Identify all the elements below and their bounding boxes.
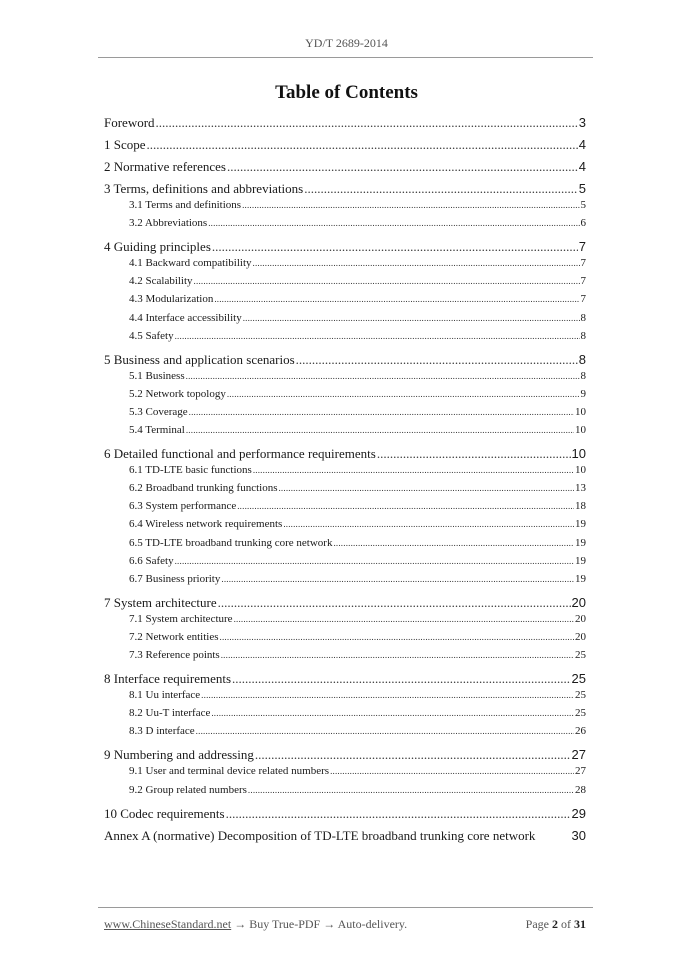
toc-entry-section[interactable] — [104, 115, 586, 133]
toc-leader-dots — [237, 501, 574, 511]
toc-entry-page: 20 — [575, 612, 586, 625]
toc-entry-subsection[interactable] — [104, 555, 586, 570]
toc-entry-page: 8 — [580, 329, 586, 342]
toc-entry-section[interactable] — [104, 446, 586, 464]
toc-leader-dots — [248, 785, 574, 795]
toc-entry-title: 8.3 D interface — [129, 725, 195, 738]
toc-entry-title: 5.1 Business — [129, 369, 185, 382]
toc-entry-page: 10 — [575, 424, 586, 436]
page-total: 31 — [574, 917, 586, 931]
toc-entry-page: 29 — [571, 805, 586, 821]
page-of: of — [561, 917, 571, 931]
toc-leader-dots — [186, 425, 574, 435]
toc-entry-page: 28 — [575, 783, 586, 796]
toc-entry-subsection[interactable] — [104, 293, 586, 308]
toc-entry-title: 7.2 Network entities — [129, 630, 219, 643]
arrow-icon: → — [323, 917, 336, 931]
toc-entry-title: 3 Terms, definitions and abbreviations — [104, 181, 304, 196]
toc-entry-title: 4.2 Scalability — [129, 275, 193, 288]
toc-entry-page: 27 — [571, 747, 586, 763]
toc-leader-dots — [243, 313, 580, 323]
toc-leader-dots — [227, 159, 578, 175]
toc-entry-section[interactable] — [104, 181, 586, 199]
toc-entry-section[interactable] — [104, 137, 586, 155]
toc-entry-subsection[interactable] — [104, 649, 586, 664]
toc-entry-page: 27 — [575, 765, 586, 778]
toc-leader-dots — [201, 690, 574, 700]
toc-entry-section[interactable] — [104, 352, 586, 370]
toc-entry-subsection[interactable] — [104, 406, 586, 421]
page-indicator — [526, 917, 586, 932]
buy-text: Buy True-PDF — [249, 917, 321, 931]
toc-entry-page: 25 — [575, 649, 586, 661]
page-label: Page — [525, 917, 549, 931]
toc-entry-title: 7 System architecture — [104, 594, 217, 610]
delivery-text: Auto-delivery. — [337, 917, 408, 931]
toc-entry-subsection[interactable] — [104, 518, 586, 533]
toc-entry-page: 9 — [580, 387, 586, 400]
toc-entry-page: 5 — [580, 199, 586, 211]
toc-entry-subsection[interactable] — [104, 707, 586, 722]
toc-entry-subsection[interactable] — [104, 537, 586, 552]
toc-entry-title: 4.3 Modularization — [129, 293, 214, 306]
toc-entry-page: 19 — [575, 518, 586, 531]
toc-entry-title: 6.5 TD-LTE broadband trunking core network — [129, 536, 333, 549]
toc-entry-page: 25 — [575, 689, 586, 702]
toc-entry-page: 3 — [578, 115, 586, 130]
toc-entry-subsection[interactable] — [104, 765, 586, 780]
toc-leader-dots — [253, 258, 580, 268]
toc-entry-title: 5.4 Terminal — [129, 424, 185, 436]
toc-entry-page: 19 — [575, 536, 586, 549]
toc-entry-title: 7.3 Reference points — [129, 649, 220, 661]
toc-leader-dots — [212, 239, 578, 255]
toc-entry-section[interactable] — [104, 828, 586, 846]
toc-entry-subsection[interactable] — [104, 613, 586, 628]
toc-leader-dots — [221, 650, 574, 660]
header-divider — [98, 57, 593, 58]
toc-entry-title: 6.1 TD-LTE basic functions — [129, 464, 252, 477]
toc-entry-subsection[interactable] — [104, 370, 586, 385]
toc-entry-subsection[interactable] — [104, 312, 586, 327]
toc-entry-title: 5.2 Network topology — [129, 387, 226, 400]
toc-entry-title: 6.6 Safety — [129, 554, 174, 567]
toc-entry-title: 6.2 Broadband trunking functions — [129, 482, 278, 495]
toc-leader-dots — [211, 708, 574, 718]
toc-entry-subsection[interactable] — [104, 275, 586, 290]
toc-leader-dots — [227, 389, 580, 399]
toc-entry-title: 1 Scope — [104, 137, 146, 152]
toc-entry-page: 19 — [575, 554, 586, 567]
toc-entry-page: 7 — [578, 239, 586, 255]
footer-promo — [104, 917, 407, 932]
toc-leader-dots — [156, 115, 578, 131]
toc-entry-section[interactable] — [104, 671, 586, 689]
toc-leader-dots — [147, 137, 578, 153]
toc-entry-title: 9.1 User and terminal device related numbers — [129, 765, 330, 778]
toc-leader-dots — [242, 200, 579, 210]
toc-entry-page: 10 — [571, 446, 586, 462]
toc-entry-title: 3.2 Abbreviations — [129, 217, 208, 230]
toc-entry-title: 7.1 System architecture — [129, 612, 233, 625]
toc-entry-page: 25 — [575, 707, 586, 720]
toc-entry-title: 10 Codec requirements — [104, 805, 225, 821]
toc-leader-dots — [377, 446, 571, 462]
toc-entry-subsection[interactable] — [104, 482, 586, 497]
toc-leader-dots — [253, 465, 574, 475]
toc-entry-title: 6.4 Wireless network requirements — [129, 518, 283, 531]
page-current: 2 — [552, 917, 558, 931]
toc-leader-dots — [234, 614, 574, 624]
toc-entry-page: 26 — [575, 725, 586, 738]
toc-entry-subsection[interactable] — [104, 725, 586, 740]
toc-entry-title: 4.5 Safety — [129, 329, 174, 342]
toc-entry-title: 5 Business and application scenarios — [104, 351, 295, 367]
toc-leader-dots — [296, 352, 578, 368]
toc-entry-subsection[interactable] — [104, 199, 586, 214]
toc-entry-subsection[interactable] — [104, 464, 586, 479]
toc-entry-section[interactable] — [104, 806, 586, 824]
footer-divider — [98, 907, 593, 908]
toc-entry-title: 9.2 Group related numbers — [129, 783, 247, 796]
toc-leader-dots — [221, 574, 574, 584]
toc-entry-title: 4.4 Interface accessibility — [129, 311, 242, 324]
toc-entry-page: 20 — [575, 630, 586, 643]
toc-leader-dots — [218, 595, 571, 611]
toc-leader-dots — [214, 294, 579, 304]
toc-entry-page: 7 — [580, 257, 586, 270]
toc-entry-title: 6.7 Business priority — [129, 572, 221, 585]
toc-entry-page: 8 — [580, 311, 586, 324]
toc-entry-page: 8 — [580, 369, 586, 382]
toc-entry-title: 4 Guiding principles — [104, 239, 211, 255]
page-title: Table of Contents — [275, 82, 418, 103]
toc-entry-subsection[interactable] — [104, 424, 586, 439]
toc-entry-title: 8.1 Uu interface — [129, 689, 201, 702]
toc-entry-title: 4.1 Backward compatibility — [129, 257, 252, 270]
toc-entry-subsection[interactable] — [104, 689, 586, 704]
toc-entry-subsection[interactable] — [104, 330, 586, 345]
toc-leader-dots — [232, 671, 570, 687]
toc-leader-dots — [194, 276, 580, 286]
toc-entry-title: 6.3 System performance — [129, 500, 237, 513]
toc-leader-dots — [278, 483, 574, 493]
toc-entry-title: Foreword — [104, 115, 155, 130]
toc-leader-dots — [304, 181, 578, 197]
document-id-header: YD/T 2689-2014 — [305, 36, 388, 50]
toc-entry-subsection[interactable] — [104, 257, 586, 272]
toc-entry-title: 8 Interface requirements — [104, 671, 232, 687]
toc-entry-subsection[interactable] — [104, 388, 586, 403]
toc-entry-page: 13 — [575, 482, 586, 495]
toc-leader-dots — [175, 331, 580, 341]
toc-entry-subsection[interactable] — [104, 500, 586, 515]
toc-entry-title: 5.3 Coverage — [129, 405, 188, 418]
toc-leader-dots — [208, 218, 579, 228]
toc-entry-page: 25 — [571, 671, 586, 687]
toc-leader-dots — [255, 747, 571, 763]
toc-entry-section[interactable] — [104, 595, 586, 613]
toc-entry-page: 7 — [580, 293, 586, 306]
toc-entry-title: 8.2 Uu-T interface — [129, 707, 211, 720]
toc-leader-dots — [196, 726, 574, 736]
toc-entry-subsection[interactable] — [104, 784, 586, 799]
website-link[interactable]: www.ChineseStandard.net — [104, 917, 232, 931]
arrow-icon: → — [234, 917, 247, 931]
toc-leader-dots — [186, 371, 580, 381]
toc-entry-page: 20 — [571, 594, 586, 610]
toc-leader-dots — [283, 519, 574, 529]
toc-leader-dots — [175, 556, 574, 566]
toc-entry-page: 8 — [578, 351, 586, 367]
toc-leader-dots — [226, 806, 571, 822]
toc-entry-title: 6 Detailed functional and performance requirements — [104, 446, 376, 462]
toc-entry-section[interactable] — [104, 747, 586, 765]
toc-entry-title: 2 Normative references — [104, 159, 226, 174]
toc-entry-page: 4 — [578, 137, 586, 152]
toc-entry-page: 6 — [580, 217, 586, 230]
toc-entry-title: 9 Numbering and addressing — [104, 747, 254, 763]
toc-entry-page: 10 — [575, 405, 586, 418]
toc-entry-page: 7 — [580, 275, 586, 288]
toc-entry-subsection[interactable] — [104, 573, 586, 588]
toc-leader-dots — [220, 632, 574, 642]
toc-leader-dots — [333, 538, 574, 548]
toc-entry-title: Annex A (normative) Decomposition of TD-LTE broadband trunking core network — [104, 827, 536, 843]
toc-entry-page: 30 — [571, 827, 586, 843]
page-footer — [104, 917, 586, 932]
toc-entry-title: 3.1 Terms and definitions — [129, 199, 242, 211]
toc-entry-subsection[interactable] — [104, 217, 586, 232]
toc-entry-page: 5 — [578, 181, 586, 196]
toc-leader-dots — [330, 766, 574, 776]
toc-leader-dots — [189, 407, 574, 417]
toc-entry-page: 4 — [578, 159, 586, 174]
toc-entry-subsection[interactable] — [104, 631, 586, 646]
toc-entry-section[interactable] — [104, 239, 586, 257]
toc-entry-page: 18 — [575, 500, 586, 513]
toc-entry-page: 10 — [575, 464, 586, 477]
toc-entry-section[interactable] — [104, 159, 586, 177]
toc-entry-page: 19 — [575, 572, 586, 585]
